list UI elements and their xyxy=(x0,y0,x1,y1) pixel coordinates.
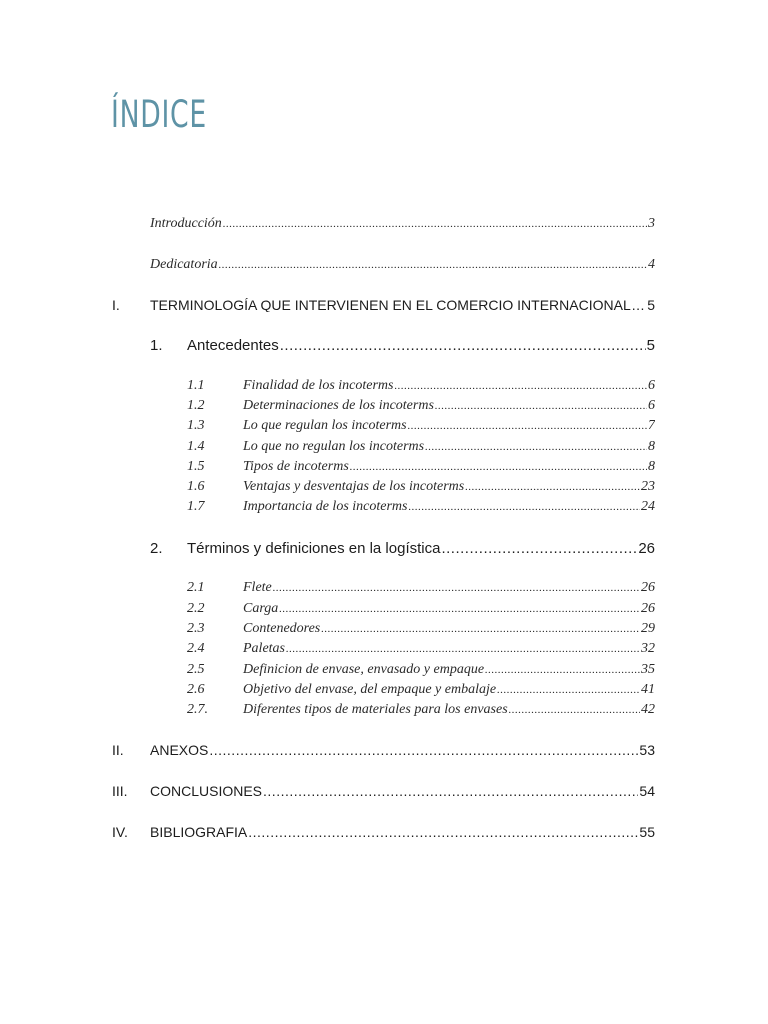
dot-leader xyxy=(279,604,640,615)
toc-entry-number: 2.6 xyxy=(187,683,205,697)
toc-entry-title: Paletas xyxy=(243,642,285,656)
dot-leader xyxy=(321,624,640,635)
toc-page-number: 42 xyxy=(641,703,655,717)
toc-page-number: 5 xyxy=(647,298,655,312)
toc-entry-number: 2.7. xyxy=(187,703,208,717)
toc-page-number: 26 xyxy=(641,602,655,616)
dot-leader xyxy=(632,298,646,312)
toc-page-number: 32 xyxy=(641,642,655,656)
toc-entry-number: 1. xyxy=(150,338,163,353)
toc-page-number: 26 xyxy=(638,541,655,556)
toc-page-number: 41 xyxy=(641,683,655,697)
toc-entry-number: 2.5 xyxy=(187,663,205,677)
dot-leader xyxy=(408,421,647,432)
toc-page-number: 54 xyxy=(639,784,655,798)
toc-entry-title: Flete xyxy=(243,581,272,595)
dot-leader xyxy=(465,482,640,493)
toc-entry-number: 2.4 xyxy=(187,642,205,656)
toc-page-number: 55 xyxy=(639,825,655,839)
dot-leader xyxy=(280,338,646,353)
toc-entry-title: BIBLIOGRAFIA xyxy=(150,825,248,839)
toc-entry-number: 1.7 xyxy=(187,500,205,514)
dot-leader xyxy=(485,665,640,676)
dot-leader xyxy=(273,583,640,594)
toc-page-number: 29 xyxy=(641,622,655,636)
toc-entry-2-1[interactable] xyxy=(187,581,655,595)
toc-entry-title: Objetivo del envase, del empaque y embalaje xyxy=(243,683,497,697)
toc-page-number: 8 xyxy=(648,440,655,454)
toc-page-number: 3 xyxy=(648,217,655,231)
toc-entry-title: Determinaciones de los incoterms xyxy=(243,399,434,413)
toc-entry-number: 1.4 xyxy=(187,440,205,454)
toc-page-number: 23 xyxy=(641,480,655,494)
toc-entry-antecedentes[interactable] xyxy=(150,338,655,353)
toc-entry-title: Antecedentes xyxy=(187,338,279,353)
toc-page-number: 53 xyxy=(639,743,655,757)
toc-entry-title: Lo que regulan los incoterms xyxy=(243,419,407,433)
dot-leader xyxy=(395,381,648,392)
toc-entry-number: 2.1 xyxy=(187,581,205,595)
toc-page-number: 6 xyxy=(648,399,655,413)
toc-entry-1-7[interactable] xyxy=(187,500,655,514)
page-title: ÍNDICE xyxy=(111,93,207,136)
dot-leader xyxy=(408,502,640,513)
toc-entry-title: Finalidad de los incoterms xyxy=(243,379,394,393)
toc-entry-section-iii[interactable] xyxy=(112,784,655,798)
toc-entry-number: 1.5 xyxy=(187,460,205,474)
toc-entry-2-5[interactable] xyxy=(187,663,655,677)
toc-entry-1-5[interactable] xyxy=(187,460,655,474)
toc-entry-2-7[interactable] xyxy=(187,703,655,717)
toc-entry-number: 2.2 xyxy=(187,602,205,616)
toc-entry-number: I. xyxy=(112,298,120,312)
toc-entry-section-i[interactable] xyxy=(112,298,655,312)
dot-leader xyxy=(263,784,638,798)
toc-entry-title: Diferentes tipos de materiales para los envases xyxy=(243,703,508,717)
toc-page-number: 4 xyxy=(648,258,655,272)
toc-entry-number: 2. xyxy=(150,541,163,556)
toc-entry-1-3[interactable] xyxy=(187,419,655,433)
toc-entry-title: Importancia de los incoterms xyxy=(243,500,408,514)
toc-entry-1-6[interactable] xyxy=(187,480,655,494)
dot-leader xyxy=(497,685,640,696)
toc-entry-title: Términos y definiciones en la logística xyxy=(187,541,441,556)
toc-entry-title: Tipos de incoterms xyxy=(243,460,349,474)
toc-entry-introduccion[interactable] xyxy=(150,217,655,231)
toc-entry-number: 1.2 xyxy=(187,399,205,413)
toc-entry-2-4[interactable] xyxy=(187,642,655,656)
toc-entry-title: ANEXOS xyxy=(150,743,209,757)
toc-entry-title: Lo que no regulan los incoterms xyxy=(243,440,425,454)
dot-leader xyxy=(209,743,638,757)
toc-entry-1-1[interactable] xyxy=(187,379,655,393)
toc-page-number: 6 xyxy=(648,379,655,393)
toc-entry-number: 1.3 xyxy=(187,419,205,433)
toc-entry-number: II. xyxy=(112,743,124,757)
toc-entry-number: IV. xyxy=(112,825,128,839)
toc-entry-2-6[interactable] xyxy=(187,683,655,697)
toc-entry-1-2[interactable] xyxy=(187,399,655,413)
toc-entry-title: Dedicatoria xyxy=(150,258,218,272)
toc-page-number: 7 xyxy=(648,419,655,433)
dot-leader xyxy=(441,541,637,556)
toc-entry-terminos[interactable] xyxy=(150,541,655,556)
dot-leader xyxy=(425,442,647,453)
toc-entry-section-iv[interactable] xyxy=(112,825,655,839)
toc-entry-title: Carga xyxy=(243,602,279,616)
dot-leader xyxy=(286,644,640,655)
toc-entry-number: 1.6 xyxy=(187,480,205,494)
toc-entry-title: TERMINOLOGÍA QUE INTERVIENEN EN EL COMERCIO INTERNACIONAL xyxy=(150,298,631,312)
toc-entry-section-ii[interactable] xyxy=(112,743,655,757)
toc-entry-title: Introducción xyxy=(150,217,222,231)
toc-entry-title: Contenedores xyxy=(243,622,321,636)
dot-leader xyxy=(509,705,640,716)
toc-page-number: 35 xyxy=(641,663,655,677)
dot-leader xyxy=(248,825,638,839)
toc-entry-title: Ventajas y desventajas de los incoterms xyxy=(243,480,465,494)
toc-entry-2-2[interactable] xyxy=(187,602,655,616)
toc-page-number: 5 xyxy=(646,338,655,353)
toc-entry-1-4[interactable] xyxy=(187,440,655,454)
toc-entry-number: 1.1 xyxy=(187,379,205,393)
toc-page-number: 26 xyxy=(641,581,655,595)
toc-page-number: 24 xyxy=(641,500,655,514)
dot-leader xyxy=(223,219,647,230)
toc-entry-title: CONCLUSIONES xyxy=(150,784,263,798)
toc-entry-title: Definicion de envase, envasado y empaque xyxy=(243,663,485,677)
dot-leader xyxy=(350,462,647,473)
toc-entry-number: 2.3 xyxy=(187,622,205,636)
dot-leader xyxy=(435,401,647,412)
toc-entry-number: III. xyxy=(112,784,128,798)
dot-leader xyxy=(219,260,647,271)
toc-page-number: 8 xyxy=(648,460,655,474)
toc-entry-2-3[interactable] xyxy=(187,622,655,636)
toc-entry-dedicatoria[interactable] xyxy=(150,258,655,272)
